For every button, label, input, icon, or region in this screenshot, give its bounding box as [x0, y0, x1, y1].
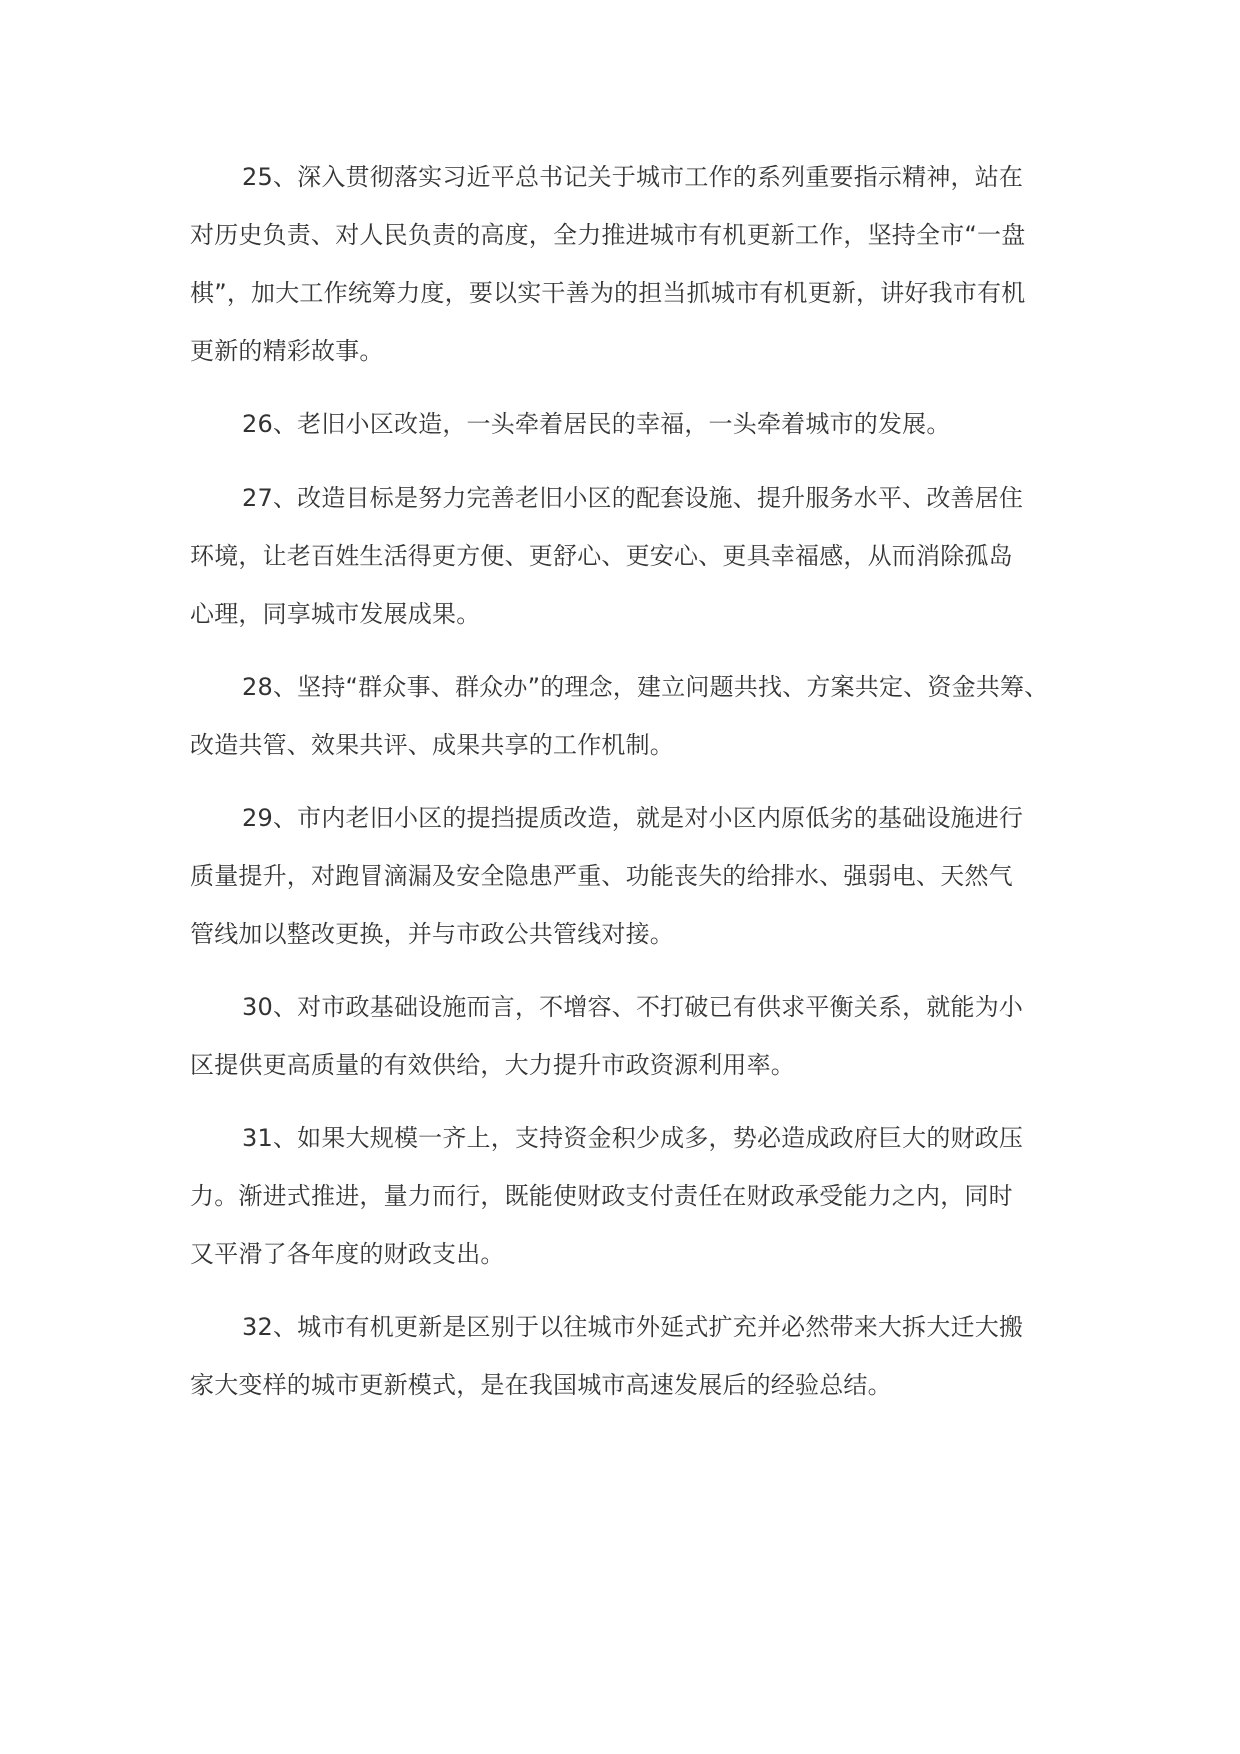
paragraph-31-line-3: 又平滑了各年度的财政支出。: [190, 1240, 505, 1268]
paragraph-32-line-2: 家大变样的城市更新模式，是在我国城市高速发展后的经验总结。: [190, 1371, 892, 1399]
paragraph-26-line-1: 26、老旧小区改造，一头牵着居民的幸福，一头牵着城市的发展。: [242, 410, 951, 438]
paragraph-32-line-1: 32、城市有机更新是区别于以往城市外延式扩充并必然带来大拆大迁大搬: [242, 1313, 1024, 1341]
paragraph-31-line-1: 31、如果大规模一齐上，支持资金积少成多，势必造成政府巨大的财政压: [242, 1124, 1024, 1152]
paragraph-29-line-1: 29、市内老旧小区的提挡提质改造，就是对小区内原低劣的基础设施进行: [242, 804, 1024, 832]
paragraph-28-line-1: 28、坚持“群众事、群众办”的理念，建立问题共找、方案共定、资金共筹、: [242, 673, 1049, 701]
paragraph-25-line-3: 棋”，加大工作统筹力度，要以实干善为的担当抓城市有机更新，讲好我市有机: [190, 279, 1026, 307]
paragraph-30-line-2: 区提供更高质量的有效供给，大力提升市政资源利用率。: [190, 1051, 795, 1079]
paragraph-30-line-1: 30、对市政基础设施而言，不增容、不打破已有供求平衡关系，就能为小: [242, 993, 1024, 1021]
paragraph-27-line-1: 27、改造目标是努力完善老旧小区的配套设施、提升服务水平、改善居住: [242, 484, 1024, 512]
paragraph-25-line-4: 更新的精彩故事。: [190, 337, 384, 365]
paragraph-29-line-3: 管线加以整改更换，并与市政公共管线对接。: [190, 920, 674, 948]
paragraph-31-line-2: 力。渐进式推进，量力而行，既能使财政支付责任在财政承受能力之内，同时: [190, 1182, 1013, 1210]
paragraph-29-line-2: 质量提升，对跑冒滴漏及安全隐患严重、功能丧失的给排水、强弱电、天然气: [190, 862, 1013, 890]
paragraph-25-line-1: 25、深入贯彻落实习近平总书记关于城市工作的系列重要指示精神，站在: [242, 163, 1024, 191]
paragraph-28-line-2: 改造共管、效果共评、成果共享的工作机制。: [190, 731, 674, 759]
paragraph-27-line-2: 环境，让老百姓生活得更方便、更舒心、更安心、更具幸福感，从而消除孤岛: [190, 542, 1013, 570]
paragraph-27-line-3: 心理，同享城市发展成果。: [190, 600, 481, 628]
paragraph-25-line-2: 对历史负责、对人民负责的高度，全力推进城市有机更新工作，坚持全市“一盘: [190, 221, 1026, 249]
